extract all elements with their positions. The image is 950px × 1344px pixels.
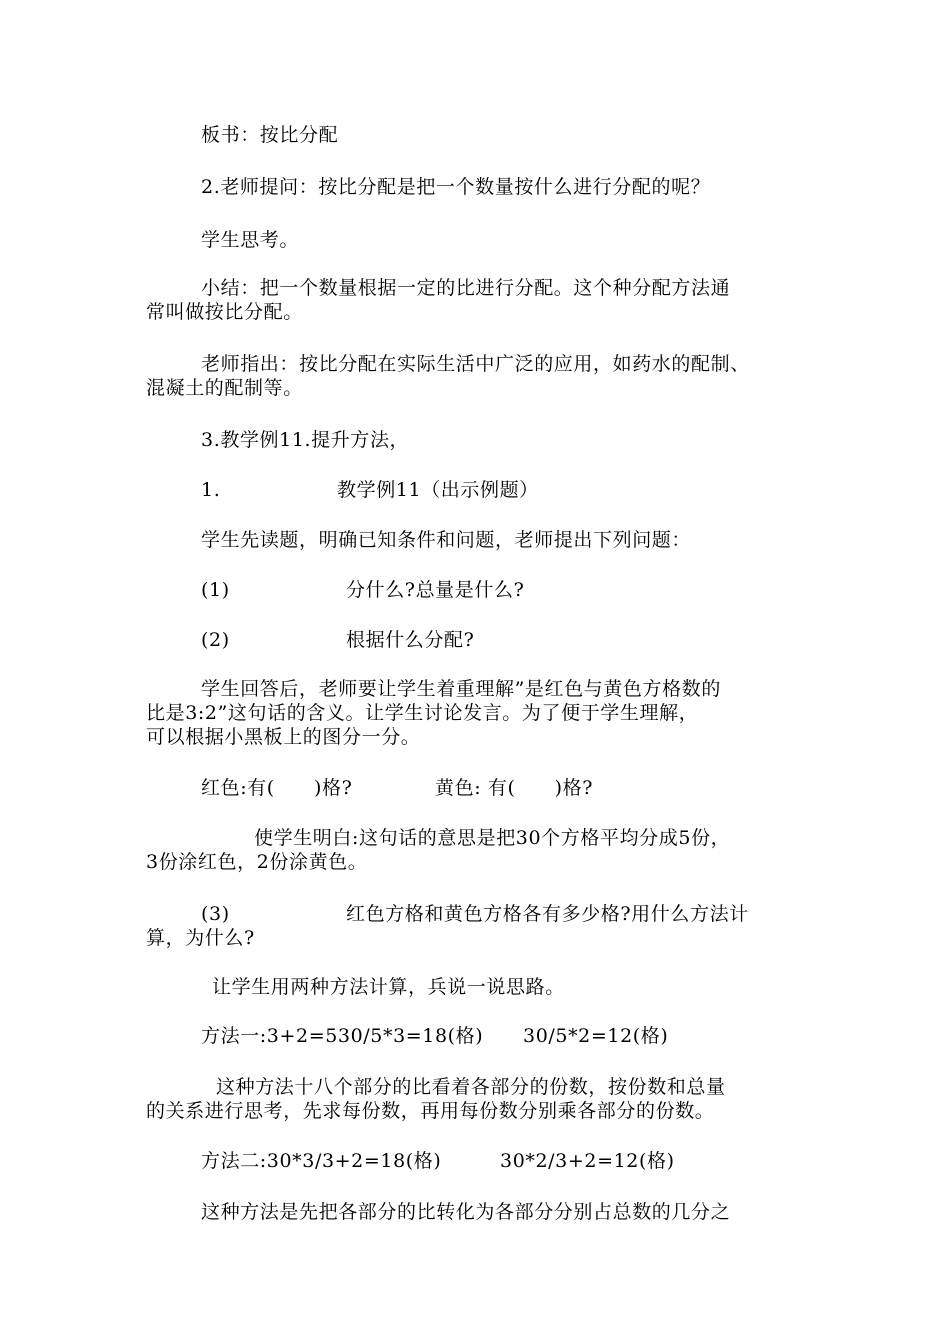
understanding-line-1: 使学生明白:这句话的意思是把30个方格平均分成5份， xyxy=(254,827,731,849)
question-3-text: 红色方格和黄色方格各有多少格?用什么方法计 xyxy=(346,903,749,925)
summary-line-1: 小结：把一个数量根据一定的比进行分配。这个种分配方法通 xyxy=(201,277,731,299)
teacher-question: 2.老师提问：按比分配是把一个数量按什么进行分配的呢？ xyxy=(201,176,711,198)
method-1-explain-line-1: 这种方法十八个部分的比看着各部分的份数，按份数和总量 xyxy=(216,1076,726,1098)
question-1-text: 分什么?总量是什么? xyxy=(346,579,525,601)
item-1-text: 教学例11（出示例题） xyxy=(337,479,539,501)
students-read: 学生先读题，明确已知条件和问题，老师提出下列问题： xyxy=(201,529,692,551)
question-3-number: (3) xyxy=(201,903,230,925)
method-2-red: 方法二:30*3/3+2=18(格) xyxy=(201,1150,442,1172)
red-count-prompt: 红色:有( )格? xyxy=(201,777,353,799)
explain-line-2: 比是3:2”这句话的含义。让学生讨论发言。为了便于学生理解， xyxy=(146,702,699,724)
two-methods-instruction: 让学生用两种方法计算，兵说一说思路。 xyxy=(212,976,565,998)
teacher-point-line-1: 老师指出：按比分配在实际生活中广泛的应用，如药水的配制、 xyxy=(201,353,750,375)
explain-line-3: 可以根据小黑板上的图分一分。 xyxy=(146,726,421,748)
method-1-explain-line-2: 的关系进行思考，先求每份数，再用每份数分别乘各部分的份数。 xyxy=(146,1100,715,1122)
students-think: 学生思考。 xyxy=(201,229,300,251)
yellow-count-prompt: 黄色: 有( )格? xyxy=(435,777,594,799)
understanding-line-2: 3份涂红色，2份涂黄色。 xyxy=(146,851,368,873)
explain-line-1: 学生回答后，老师要让学生着重理解”是红色与黄色方格数的 xyxy=(201,678,721,700)
question-2-number: (2) xyxy=(201,629,230,651)
question-1-number: (1) xyxy=(201,579,230,601)
board-heading: 板书：按比分配 xyxy=(201,124,339,146)
method-2-yellow: 30*2/3+2=12(格) xyxy=(500,1150,675,1172)
method-1-red: 方法一:3+2=530/5*3=18(格) xyxy=(201,1025,484,1047)
teacher-point-line-2: 混凝土的配制等。 xyxy=(146,377,303,399)
question-2-text: 根据什么分配? xyxy=(346,629,475,651)
section-3-heading: 3.教学例11.提升方法， xyxy=(201,429,410,451)
summary-line-2: 常叫做按比分配。 xyxy=(146,301,303,323)
question-3-line-2: 算，为什么? xyxy=(146,927,255,949)
method-1-yellow: 30/5*2=12(格) xyxy=(523,1025,669,1047)
method-2-explain-line-1: 这种方法是先把各部分的比转化为各部分分别占总数的几分之 xyxy=(201,1201,731,1223)
item-1-number: 1. xyxy=(201,479,221,501)
